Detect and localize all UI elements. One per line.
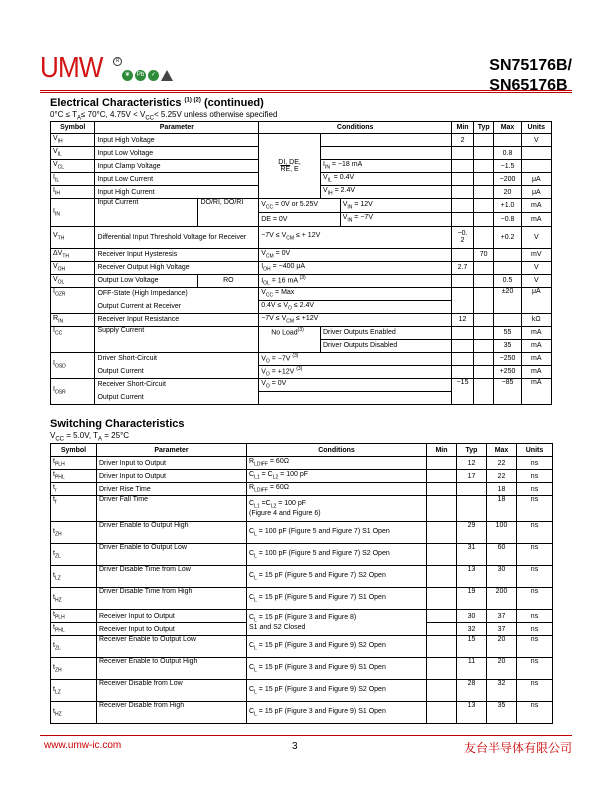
table-row: $t_{PHL}$ Driver Input to Output $C_{L1} = C_{L2} = 100$ pF 17 22 ns (51, 470, 553, 483)
table-row: $I_{OSD}$ Driver Short-Circuit $V_O = -7V$ $^{(3)}$ −250 mA (51, 352, 552, 365)
table-row: $t_{ZH}$ Receiver Enable to Output High $C_L = 15$ pF (Figure 3 and Figure 9) S1 Open 11 20 ns (51, 658, 553, 680)
table-header-row: Symbol Parameter Conditions Min Typ Max Units (51, 444, 553, 457)
table-row: $I_{CC}$ Supply Current No Load$^{(3)}$ Driver Outputs Enabled 55 mA (51, 326, 552, 339)
switching-characteristics-table (50, 443, 553, 724)
rohs-icon: ✓ (148, 70, 159, 81)
switching-conditions-subtitle: $V_{CC} = 5.0V$, $T_A = 25^\circ C$ (50, 431, 130, 443)
switching-characteristics-title: Switching Characteristics (50, 418, 185, 430)
table-row: $t_{PHL}$ Receiver Input to Output 32 37 ns (51, 623, 553, 636)
table-header-row: Symbol Parameter Conditions Min Typ Max Units (51, 122, 552, 134)
table-row: $t_{LZ}$ Driver Disable Time from Low $C_L = 15$ pF (Figure 5 and Figure 7) S2 Open 13 30 ns (51, 566, 553, 588)
company-logo: UMW (40, 52, 103, 84)
table-row: Output Current $V_O = +12V$ $^{(3)}$ +250 mA (51, 365, 552, 378)
table-row: $V_{OL}$ Output Low Voltage RO $I_{OL} = 16$ mA $^{(3)}$ 0.5 V (51, 274, 552, 287)
table-row: $t_{PLH}$ Driver Input to Output $R_{LDIFF} = 60\Omega$ 12 22 ns (51, 457, 553, 470)
table-row: $\Delta V_{TH}$ Receiver Input Hysteresis $V_{CM} = 0V$ 70 mV (51, 248, 552, 261)
part-number-line1: SN75176B/ (489, 57, 572, 74)
esd-icon (161, 70, 173, 81)
pb-free-icon: Pb (135, 70, 146, 81)
table-row: $t_f$ Driver Fall Time $C_{L1} =C_{L2} = 100$ pF (Figure 4 and Figure 6) 18 ns (51, 496, 553, 522)
table-row: $I_{OZR}$ OFF-State (High Impedance) $V_{CC}$ = Max ±20 μA (51, 287, 552, 300)
table-row: $I_{IN}$ Input Current DO/RI, DO/RI $V_{CC} = 0V$ or 5.25V $V_{IN} = 12V$ +1.0 mA (51, 199, 552, 213)
electrical-conditions-subtitle: $0^\circ C \le T_A\le 70^\circ C$, $4.75V < V_{CC}< 5.25V$ unless otherwise specified (50, 110, 278, 122)
part-number-line2: SN65176B (489, 77, 568, 94)
footer-rule (40, 735, 572, 736)
table-row: $V_{OH}$ Receiver Output High Voltage $I_{OH} = -400$ μA 2.7 V (51, 261, 552, 274)
table-row: $t_{HZ}$ Receiver Disable from High $C_L = 15$ pF (Figure 3 and Figure 9) S1 Open 13 35 ns (51, 702, 553, 724)
header-rule (40, 90, 572, 93)
company-name-chinese: 友台半导体有限公司 (463, 741, 572, 755)
page-number: 3 (292, 741, 298, 752)
table-row: $t_{LZ}$ Receiver Disable from Low $C_L = 15$ pF (Figure 3 and Figure 9) S2 Open 28 32 ns (51, 680, 553, 702)
table-row: $t_{ZL}$ Receiver Enable to Output Low $C_L = 15$ pF (Figure 3 and Figure 9) S2 Open 15 20 ns (51, 636, 553, 658)
table-row: $t_{HZ}$ Driver Disable Time from High $C_L = 15$ pF (Figure 5 and Figure 7) S1 Open 19 200 ns (51, 588, 553, 610)
leaf-icon: ❦ (122, 70, 133, 81)
table-row: $t_r$ Driver Rise Time $R_{LDIFF} = 60\Omega$ 18 ns (51, 483, 553, 496)
table-row: DE = 0V $V_{IN} = -7V$ −0.8 mA (51, 213, 552, 227)
table-row: $t_{ZH}$ Driver Enable to Output High $C_L = 100$ pF (Figure 5 and Figure 7) S1 Open 29 100 ns (51, 522, 553, 544)
electrical-characteristics-table (50, 121, 552, 405)
registered-mark: R (113, 57, 122, 66)
table-row: $I_{IH}$ Input High Current $V_{IH} = 2.4V$ 20 μA (51, 186, 552, 199)
driver-pins-cell: DI, DE, $\overline{RE}$, E (259, 134, 321, 199)
table-row: $I_{IL}$ Input Low Current $V_{IL} = 0.4V$ −200 μA (51, 173, 552, 186)
table-row: $V_{IH}$ Input High Voltage DI, DE, $\overline{RE}$, E 2 V (51, 134, 552, 147)
table-row: Driver Outputs Disabled 35 mA (51, 339, 552, 352)
table-row: Output Current (51, 391, 552, 404)
table-row: $I_{OSR}$ Receiver Short-Circuit $V_O = 0V$ −15 −85 mA (51, 378, 552, 391)
table-row: Output Current at Receiver $0.4V \le V_O \le 2.4V$ (51, 300, 552, 313)
table-row: $t_{ZL}$ Driver Enable to Output Low $C_L = 100$ pF (Figure 5 and Figure 7) S2 Open 31 60 ns (51, 544, 553, 566)
compliance-badges (122, 70, 173, 81)
table-row: $V_{TH}$ Differential Input Threshold Voltage for Receiver $-7V \le V_{CM}$ ≤ + 12V −0. 2 +0.2 V (51, 226, 552, 248)
website-link[interactable]: www.umw-ic.com (44, 740, 122, 751)
table-row: $V_{IL}$ Input Low Voltage 0.8 (51, 147, 552, 160)
table-row: $t_{PLH}$ Receiver Input to Output $C_L = 15$ pF (Figure 3 and Figure 8) S1 and S2 Closed 30 37 ns (51, 610, 553, 623)
table-row: $R_{IN}$ Receiver Input Resistance $-7V \le V_{CM} \le +12V$ 12 kΩ (51, 313, 552, 326)
electrical-characteristics-title: Electrical Characteristics $^{(1) (2)}$ (continued) (50, 97, 264, 109)
table-row: $V_{CL}$ Input Clamp Voltage $I_{IN} = -18$ mA −1.5 (51, 160, 552, 173)
